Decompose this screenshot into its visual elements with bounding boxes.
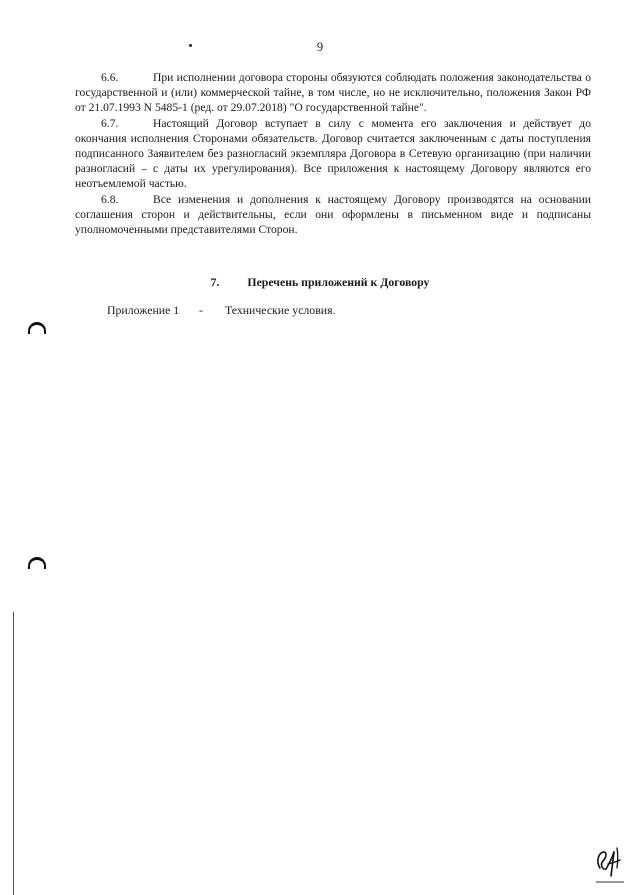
section-title: Перечень приложений к Договору [247,275,430,289]
clause-text: Настоящий Договор вступает в силу с момента его заключения и действует до окончания исполнения Сторонами обязательств. Договор считается заключенным с даты поступления подписанного Заявителем без разногласий экземпляра Договора в Сетевую организацию (при наличии разногласий – с даты их урегулирования). Все приложения к настоящему Договору являются его неотъемлемой частью. [75,116,591,191]
clause-6-6 [75,70,591,116]
appendix-description: Технические условия. [225,303,336,317]
clause-number: 6.8. [101,192,119,206]
section-number: 7. [210,275,220,289]
binding-edge-line [13,612,14,895]
appendix-item [107,303,335,318]
clause-text: При исполнении договора стороны обязуются соблюдать положения законодательства о государственной и (или) коммерческой тайне, в том числе, но не исключительно, положения Закон РФ от 21.07.1993 N 5485-1 (ред. от 29.07.2018) "О государственной тайне". [75,71,591,115]
punch-hole-mark [28,322,46,334]
page-number: 9 [316,40,324,54]
signature-mark [590,838,626,886]
clause-number: 6.6. [101,71,119,84]
clause-number: 6.7. [101,116,119,130]
appendix-name: Приложение 1 [107,303,180,317]
punch-hole-mark [28,557,46,569]
clause-6-8 [75,192,591,238]
clause-text: Все изменения и дополнения к настоящему Договору производятся на основании соглашения сторон и действительны, если они оформлены в письменном виде и подписаны уполномоченными представителями Сторон. [75,192,591,237]
clauses-block [75,70,591,237]
clause-6-7 [75,116,591,192]
section-heading [0,275,640,290]
appendix-dash: - [199,303,203,317]
